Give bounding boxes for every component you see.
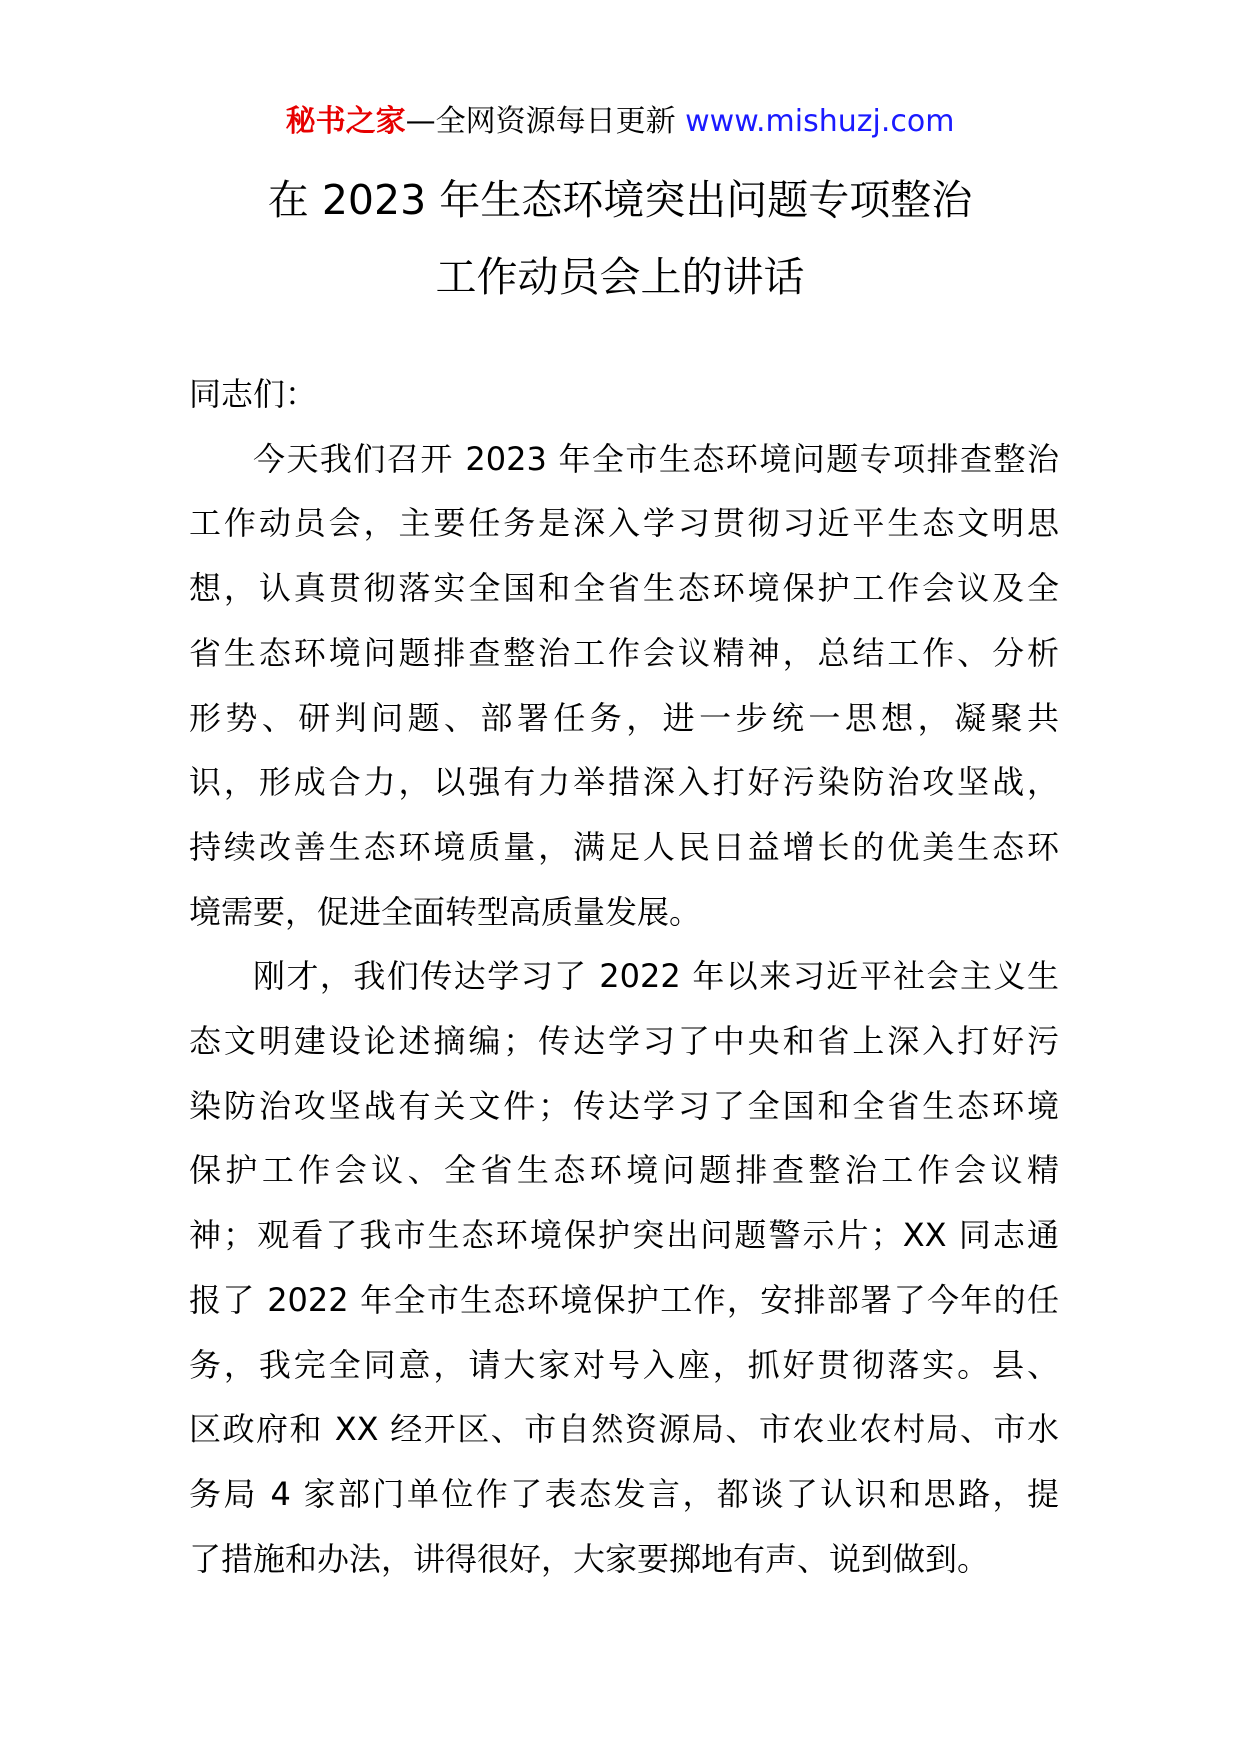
paragraph-line: 形势、研判问题、部署任务，进一步统一思想，凝聚共 xyxy=(189,698,1059,737)
paragraph-line: 染防治攻坚战有关文件；传达学习了全国和全省生态环境 xyxy=(189,1086,1059,1125)
title-line-1: 在 2023 年生态环境突出问题专项整治 xyxy=(267,176,973,224)
site-header xyxy=(0,100,1240,144)
paragraph-line: 报了 2022 年全市生态环境保护工作，安排部署了今年的任 xyxy=(189,1280,1059,1319)
paragraph-line: 务，我完全同意，请大家对号入座，抓好贯彻落实。县、 xyxy=(189,1345,1059,1384)
paragraph-line: 保护工作会议、全省生态环境问题排查整治工作会议精 xyxy=(189,1151,1059,1190)
paragraph-line: 工作动员会，主要任务是深入学习贯彻习近平生态文明思 xyxy=(189,504,1059,543)
paragraph-line: 省生态环境问题排查整治工作会议精神，总结工作、分析 xyxy=(189,633,1059,672)
document-title xyxy=(0,162,1240,316)
paragraph-line: 了措施和办法，讲得很好，大家要掷地有声、说到做到。 xyxy=(189,1539,990,1578)
paragraph-line: 区政府和 XX 经开区、市自然资源局、市农业农村局、市水 xyxy=(189,1410,1059,1449)
paragraph-1 xyxy=(189,427,1059,945)
paragraph-line: 务局 4 家部门单位作了表态发言，都谈了认识和思路，提 xyxy=(189,1474,1059,1513)
title-line-2: 工作动员会上的讲话 xyxy=(435,253,805,301)
paragraph-line: 神；观看了我市生态环境保护突出问题警示片；XX 同志通 xyxy=(189,1216,1059,1255)
salutation: 同志们： xyxy=(189,375,318,413)
paragraph-line: 态文明建设论述摘编；传达学习了中央和省上深入打好污 xyxy=(189,1022,1059,1061)
paragraph-line: 境需要，促进全面转型高质量发展。 xyxy=(189,892,702,931)
paragraph-line: 想，认真贯彻落实全国和全省生态环境保护工作会议及全 xyxy=(189,569,1059,608)
paragraph-line: 识，形成合力，以强有力举措深入打好污染防治攻坚战， xyxy=(189,763,1059,802)
brand-name: 秘书之家 xyxy=(285,104,406,139)
site-url-link[interactable]: www.mishuzj.com xyxy=(685,104,955,139)
paragraph-line: 刚才，我们传达学习了 2022 年以来习近平社会主义生 xyxy=(253,957,1059,996)
paragraph-2 xyxy=(189,944,1059,1591)
paragraph-line: 持续改善生态环境质量，满足人民日益增长的优美生态环 xyxy=(189,827,1059,866)
document-body xyxy=(189,362,1059,1591)
header-tagline: —全网资源每日更新 xyxy=(405,104,676,139)
paragraph-line: 今天我们召开 2023 年全市生态环境问题专项排查整治 xyxy=(253,439,1059,478)
